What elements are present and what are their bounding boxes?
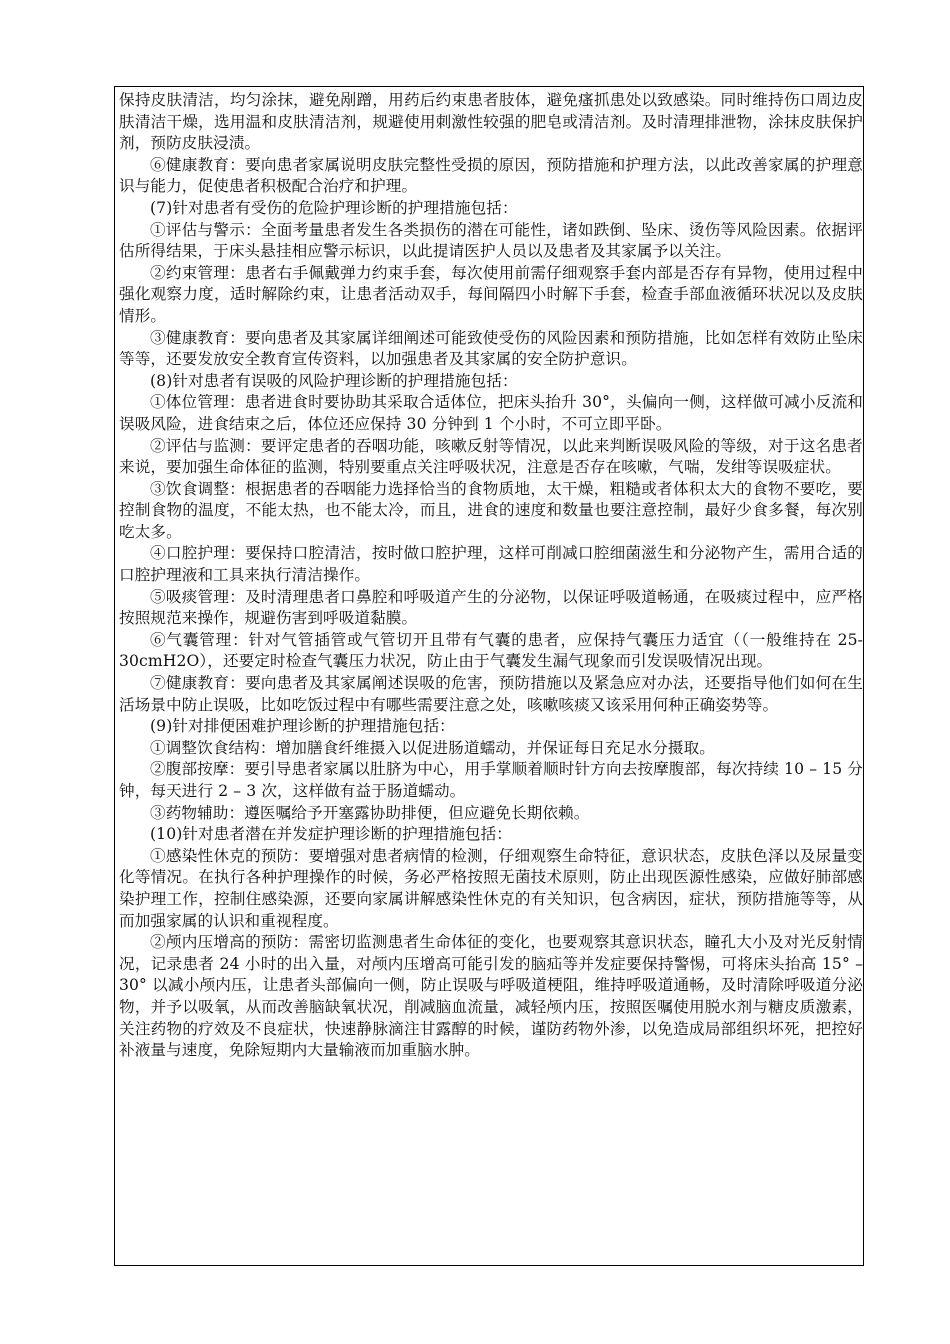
paragraph-skin-cleaning-continued: 保持皮肤清洁，均匀涂抹，避免剐蹭，用药后约束患者肢体，避免瘙抓患处以致感染。同时维持伤口周边皮肤清洁干燥，选用温和皮肤清洁剂，规避使用刺激性较强的肥皂或清洁剂。及时清理排泄物，涂抹皮肤保护剂，预防皮肤浸渍。 xyxy=(119,91,863,153)
paragraph-diet-structure: ①调整饮食结构：增加膳食纤维摄入以促进肠道蠕动，并保证每日充足水分摄取。 xyxy=(150,738,715,757)
paragraph-suction-management: ⑤吸痰管理：及时清理患者口鼻腔和呼吸道产生的分泌物，以保证呼吸道畅通，在吸痰过程中，应严格按照规范来操作，规避伤害到呼吸道黏膜。 xyxy=(119,587,863,628)
paragraph-septic-shock-prevention: ①感染性休克的预防：要增强对患者病情的检测，仔细观察生命特征，意识状态，皮肤色泽以及尿量变化等情况。在执行各种护理操作的时候，务必严格按照无菌技术原则，防止出现医源性感染，应做好肺部感染护理工作，控制住感染源，还要向家属讲解感染性休克的有关知识，包含病因，症状，预防措施等等，从而加强家属的认识和重视程度。 xyxy=(119,846,863,930)
section-heading-8-aspiration-risk: (8)针对患者有误吸的风险护理诊断的护理措施包括： xyxy=(150,371,518,390)
paragraph-abdominal-massage: ②腹部按摩：要引导患者家属以肚脐为中心，用手掌顺着顺时针方向去按摩腹部，每次持续 10 – 15 分钟，每天进行 2 – 3 次，这样做有益于肠道蠕动。 xyxy=(119,760,863,800)
paragraph-intracranial-pressure-prevention: ②颅内压增高的预防：需密切监测患者生命体征的变化，也要观察其意识状态，瞳孔大小及对光反射情况，记录患者 24 小时的出入量，对颅内压增高可能引发的脑疝等并发症要保持警惕，可将床头抬高 15° – 30° 以减小颅内压，让患者头部偏向一侧，防止误吸与呼吸道梗阻，维持呼吸道通畅，及时清除呼吸道分泌物，并予以吸氧，从而改善脑缺氧状况，削减脑血流量，减轻颅内压，按照医嘱使用脱水剂与糖皮质激素，关注药物的疗效及不良症状，快速静脉滴注甘露醇的时候，谨防药物外渗，以免造成局部组织坏死，把控好补液量与速度，免除短期内大量输液而加重脑水肿。 xyxy=(119,933,863,1060)
paragraph-oral-care: ④口腔护理：要保持口腔清洁，按时做口腔护理，这样可削减口腔细菌滋生和分泌物产生，需用合适的口腔护理液和工具来执行清洁操作。 xyxy=(119,544,863,585)
paragraph-medication-aid: ③药物辅助：遵医嘱给予开塞露协助排便，但应避免长期依赖。 xyxy=(150,803,590,822)
paragraph-body-position: ①体位管理：患者进食时要协助其采取合适体位，把床头抬升 30°，头偏向一侧，这样做可减小反流和误吸风险，进食结束之后，体位还应保持 30 分钟到 1 个小时，不可立即平卧。 xyxy=(119,393,863,433)
section-heading-10-complications: (10)针对患者潜在并发症护理诊断的护理措施包括： xyxy=(150,825,512,844)
paragraph-diet-adjustment: ③饮食调整：根据患者的吞咽能力选择恰当的食物质地，太干燥，粗糙或者体积太大的食物不要吃，要控制食物的温度，不能太热，也不能太冷，而且，进食的速度和数量也要注意控制，最好少食多餐，每次别吃太多。 xyxy=(119,479,863,541)
paragraph-aspiration-health-education: ⑦健康教育：要向患者及其家属阐述误吸的危害，预防措施以及紧急应对办法，还要指导他们如何在生活场景中防止误吸，比如吃饭过程中有哪些需要注意之处，咳嗽咳痰又该采用何种正确姿势等。 xyxy=(119,674,863,714)
paragraph-restraint-management: ②约束管理：患者右手佩戴弹力约束手套，每次使用前需仔细观察手套内部是否存有异物，使用过程中强化观察力度，适时解除约束，让患者活动双手，每间隔四小时解下手套，检查手部血液循环状况以及皮肤情形。 xyxy=(119,263,863,325)
paragraph-skin-health-education: ⑥健康教育：要向患者家属说明皮肤完整性受损的原因，预防措施和护理方法，以此改善家属的护理意识与能力，促使患者积极配合治疗和护理。 xyxy=(119,155,863,196)
paragraph-injury-health-education: ③健康教育：要向患者及其家属详细阐述可能致使受伤的风险因素和预防措施，比如怎样有效防止坠床等等，还要发放安全教育宣传资料，以加强患者及其家属的安全防护意识。 xyxy=(119,328,863,369)
paragraph-swallow-assessment: ②评估与监测：要评定患者的吞咽功能，咳嗽反射等情况，以此来判断误吸风险的等级，对于这名患者来说，要加强生命体征的监测，特别要重点关注呼吸状况，注意是否存在咳嗽，气喘，发绀等误吸症状。 xyxy=(119,436,863,477)
paragraph-cuff-management: ⑥气囊管理：针对气管插管或气管切开且带有气囊的患者，应保持气囊压力适宜（（一般维持在 25-30cmH2O），还要定时检查气囊压力状况，防止由于气囊发生漏气现象而引发误吸情况出现。 xyxy=(119,630,863,671)
section-heading-7-injury-risk: (7)针对患者有受伤的危险护理诊断的护理措施包括： xyxy=(150,198,518,217)
section-heading-9-constipation: (9)针对排便困难护理诊断的护理措施包括： xyxy=(150,717,455,736)
paragraph-injury-assessment: ①评估与警示：全面考量患者发生各类损伤的潜在可能性，诸如跌倒、坠床、烫伤等风险因素。依据评估所得结果，于床头悬挂相应警示标识，以此提请医护人员以及患者及其家属予以关注。 xyxy=(119,220,863,261)
document-body xyxy=(119,90,863,1062)
